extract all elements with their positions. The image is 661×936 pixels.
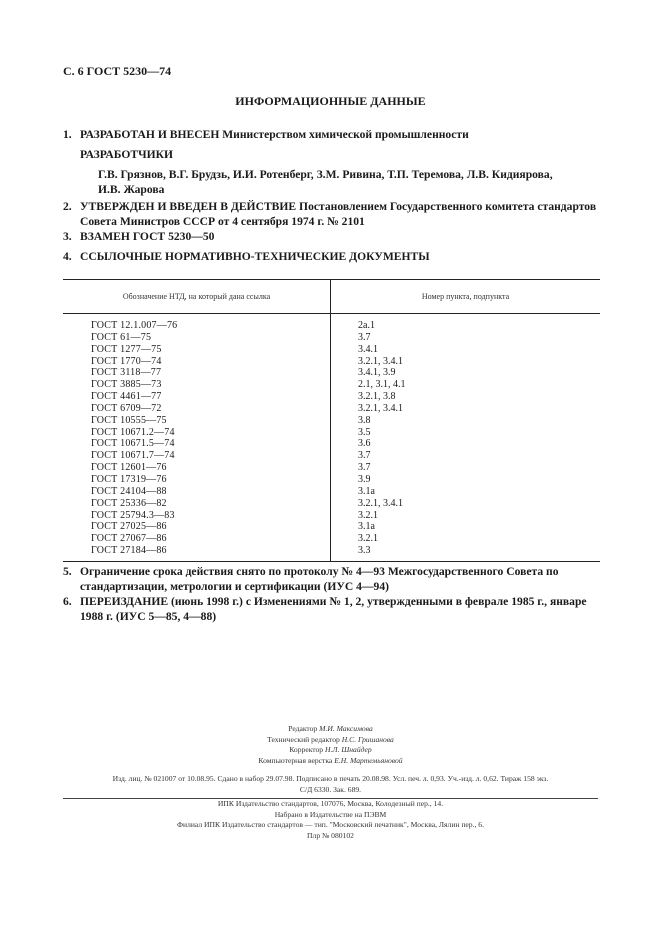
item-number: 3.2.1, 3.4.1: [358, 497, 403, 509]
section-4-number: 4.: [63, 250, 72, 263]
item-number: 3.9: [358, 473, 371, 485]
reference-documents-table: [63, 279, 600, 562]
table-row: [63, 450, 600, 462]
table-row: [63, 545, 600, 557]
item-number: 3.2.1: [358, 533, 378, 545]
section-6: [63, 594, 603, 624]
table-row: [63, 415, 600, 427]
item-number: 3.1а: [358, 485, 375, 497]
table-row: [63, 533, 600, 545]
developers-line-1: Г.В. Грязнов, В.Г. Брудзь, И.И. Ротенберг, З.М. Ривина, Т.П. Теремова, Л.В. Кидиярова,: [98, 168, 553, 181]
document-title: ИНФОРМАЦИОННЫЕ ДАННЫЕ: [235, 94, 426, 108]
section-5-text: Ограничение срока действия снято по протоколу № 4—93 Межгосударственного Совета по стандартизации, метрологии и сертификации (ИУС 4—94): [80, 565, 559, 593]
item-number: 3.2.1: [358, 509, 378, 521]
editor-line: [0, 724, 661, 735]
document-designation: ГОСТ 17319—76: [91, 473, 167, 485]
tech-editor-name: Н.С. Гришанова: [341, 734, 394, 744]
corrector-name: Н.Л. Шнайдер: [325, 745, 372, 754]
editor-name: М.И. Максимова: [319, 724, 373, 733]
item-number: 2.1, 3.1, 4.1: [358, 379, 406, 391]
publisher-line-2: Набрано в Издательстве на ПЭВМ: [274, 809, 387, 819]
item-number: 3.8: [358, 414, 371, 426]
section-5-number: 5.: [63, 565, 72, 578]
item-number: 3.7: [358, 331, 371, 343]
item-number: 3.5: [358, 426, 371, 438]
item-number: 3.4.1, 3.9: [358, 367, 396, 379]
section-4-text: ССЫЛОЧНЫЕ НОРМАТИВНО-ТЕХНИЧЕСКИЕ ДОКУМЕНТЫ: [80, 250, 430, 263]
section-4: [63, 249, 603, 264]
section-6-text: ПЕРЕИЗДАНИЕ (июнь 1998 г.) с Изменениями № 1, 2, утвержденными в феврале 1985 г., январе 1988 г. (ИУС 5—85, 4—88): [80, 595, 587, 623]
document-designation: ГОСТ 10671.7—74: [91, 450, 175, 462]
document-designation: ГОСТ 1770—74: [91, 355, 162, 367]
print-details-line-2: С/Д 6330. Зак. 689.: [299, 784, 362, 794]
document-designation: ГОСТ 27184—86: [91, 545, 167, 557]
document-designation: ГОСТ 27025—86: [91, 521, 167, 533]
section-5: [63, 564, 603, 594]
document-designation: ГОСТ 24104—88: [91, 485, 167, 497]
section-3: [63, 229, 603, 244]
print-details: [0, 774, 661, 795]
publisher-block: [0, 799, 661, 841]
document-designation: ГОСТ 3118—77: [91, 367, 162, 379]
item-number: 3.1а: [358, 521, 375, 533]
document-designation: ГОСТ 1277—75: [91, 343, 162, 355]
item-number: 3.7: [358, 450, 371, 462]
document-designation: ГОСТ 61—75: [91, 331, 152, 343]
table-row: [63, 427, 600, 439]
table-row: [63, 391, 600, 403]
corrector-line: [0, 745, 661, 756]
item-number: 2а.1: [358, 320, 375, 331]
section-3-number: 3.: [63, 230, 72, 243]
layout-name: Е.Н. Мартемьяновой: [334, 755, 403, 765]
table-row: [63, 498, 600, 510]
document-designation: ГОСТ 10671.5—74: [91, 438, 175, 450]
publisher-line-1: ИПК Издательство стандартов, 107076, Москва, Колодезный пер., 14.: [217, 799, 444, 808]
layout-line: [0, 756, 661, 767]
item-number: 3.4.1: [358, 343, 378, 355]
column-header-item: Номер пункта, подпункта: [421, 292, 510, 301]
section-1-number: 1.: [63, 128, 72, 141]
corrector-label: Корректор: [289, 745, 324, 754]
table-row: [63, 462, 600, 474]
publisher-line-3: Филиал ИПК Издательство стандартов — тип. "Московский печатник", Москва, Лялин пер., 6.: [177, 820, 484, 829]
publisher-line-4: Плр № 080102: [307, 830, 354, 840]
item-number: 3.6: [358, 438, 371, 450]
table-row: [63, 403, 600, 415]
print-details-line-1: Изд. лиц. № 021007 от 10.08.95. Сдано в набор 29.07.98. Подписано в печать 20.08.98. Усл. печ. л. 0,93. Уч.-изд. л. 0,62. Тираж 158 экз.: [112, 774, 549, 783]
item-number: 3.2.1, 3.4.1: [358, 402, 403, 414]
document-designation: ГОСТ 25794.3—83: [91, 509, 175, 521]
developers-label: РАЗРАБОТЧИКИ: [80, 148, 174, 161]
section-1: [63, 127, 603, 142]
credits-block: [0, 724, 661, 766]
item-number: 3.2.1, 3.8: [358, 391, 396, 403]
table-header: [63, 279, 600, 314]
table-row: [63, 332, 600, 344]
document-designation: ГОСТ 10555—75: [91, 414, 167, 426]
document-designation: ГОСТ 25336—82: [91, 497, 167, 509]
document-designation: ГОСТ 10671.2—74: [91, 426, 175, 438]
developers-list: [98, 167, 608, 197]
item-number: 3.3: [358, 545, 371, 557]
section-1-text: РАЗРАБОТАН И ВНЕСЕН Министерством химической промышленности: [80, 128, 469, 141]
column-header-document: Обозначение НТД, на который дана ссылка: [63, 280, 331, 313]
table-row: [63, 344, 600, 356]
editor-label: Редактор: [288, 724, 318, 733]
section-6-number: 6.: [63, 595, 72, 608]
document-designation: ГОСТ 12.1.007—76: [91, 320, 178, 331]
section-2-text: УТВЕРЖДЕН И ВВЕДЕН В ДЕЙСТВИЕ Постановлением Государственного комитета стандартов Совета Министров СССР от 4 сентября 1974 г. № 2101: [80, 200, 597, 228]
table-body: [63, 314, 600, 562]
table-row: [63, 356, 600, 368]
table-row: [63, 379, 600, 391]
tech-editor-line: [0, 735, 661, 746]
item-number: 3.2.1, 3.4.1: [358, 355, 403, 367]
table-row: [63, 367, 600, 379]
table-row: [63, 474, 600, 486]
table-row: [63, 320, 600, 332]
document-designation: ГОСТ 12601—76: [91, 462, 167, 474]
item-number: 3.7: [358, 462, 371, 474]
document-designation: ГОСТ 3885—73: [91, 379, 162, 391]
developers-heading: [63, 147, 603, 162]
tech-editor-label: Технический редактор: [267, 734, 340, 744]
section-3-text: ВЗАМЕН ГОСТ 5230—50: [80, 230, 215, 243]
layout-label: Компьютерная верстка: [258, 755, 333, 765]
document-designation: ГОСТ 27067—86: [91, 533, 167, 545]
table-row: [63, 521, 600, 533]
page-header: С. 6 ГОСТ 5230—74: [63, 64, 172, 78]
section-2-number: 2.: [63, 200, 72, 213]
document-designation: ГОСТ 6709—72: [91, 402, 162, 414]
table-row: [63, 486, 600, 498]
document-designation: ГОСТ 4461—77: [91, 391, 162, 403]
table-row: [63, 510, 600, 522]
section-2: [63, 199, 603, 229]
table-row: [63, 438, 600, 450]
developers-line-2: И.В. Жарова: [98, 183, 165, 196]
